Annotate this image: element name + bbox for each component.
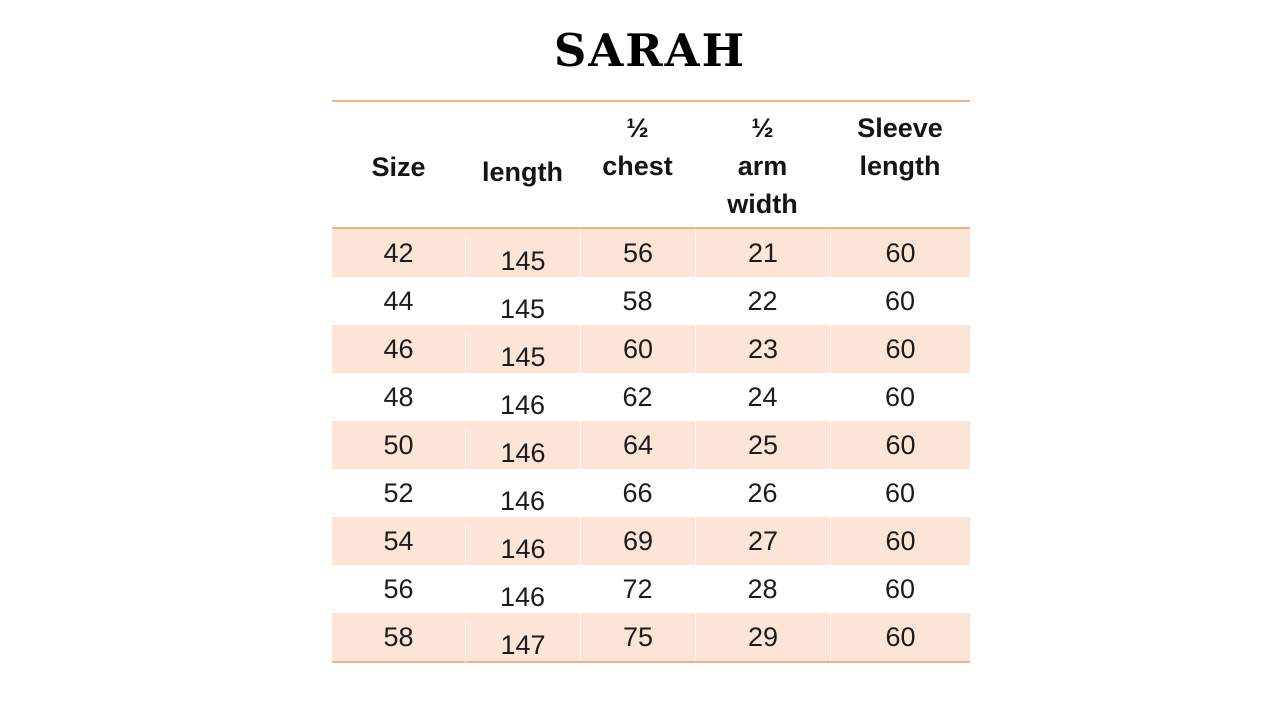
cell-length: 147 xyxy=(465,621,580,669)
table-row xyxy=(332,565,970,613)
cell-sleeve-length: 60 xyxy=(830,613,970,661)
cell-half-chest: 58 xyxy=(622,285,653,316)
cell-half-arm-width: 29 xyxy=(695,613,830,661)
cell-sleeve-length: 60 xyxy=(884,285,916,316)
cell-size: 42 xyxy=(383,237,414,268)
table-row xyxy=(332,469,970,517)
table-row xyxy=(332,325,970,373)
column-header-sleeve-length xyxy=(830,102,970,227)
header-label: Sleeve xyxy=(857,113,943,143)
cell-half-arm-width: 21 xyxy=(695,229,830,277)
cell-sleeve-length: 60 xyxy=(830,517,970,565)
table-body xyxy=(332,229,970,663)
table-row xyxy=(332,277,970,325)
cell-half-chest: 75 xyxy=(580,613,695,661)
size-chart-table xyxy=(332,100,970,663)
header-label: length xyxy=(482,157,563,187)
cell-length: 146 xyxy=(499,581,546,612)
cell-size: 54 xyxy=(383,525,414,556)
header-label: chest xyxy=(602,151,673,181)
header-label: ½ xyxy=(626,113,649,143)
cell-size: 58 xyxy=(383,621,414,652)
cell-half-chest: 72 xyxy=(622,573,653,604)
cell-half-arm-width: 22 xyxy=(747,285,778,316)
cell-half-chest: 56 xyxy=(580,229,695,277)
page-title: SARAH xyxy=(553,24,747,77)
cell-half-chest: 60 xyxy=(580,325,695,373)
cell-half-chest: 66 xyxy=(622,477,653,508)
cell-half-arm-width: 27 xyxy=(695,517,830,565)
header-label: arm xyxy=(737,151,788,181)
cell-half-arm-width: 26 xyxy=(747,477,778,508)
cell-length: 145 xyxy=(465,333,580,381)
cell-length: 146 xyxy=(499,389,546,420)
cell-length: 146 xyxy=(465,429,580,477)
cell-half-arm-width: 23 xyxy=(695,325,830,373)
header-label: Size xyxy=(371,152,426,182)
cell-sleeve-length: 60 xyxy=(884,573,916,604)
table-row xyxy=(332,421,970,469)
cell-sleeve-length: 60 xyxy=(830,421,970,469)
cell-length: 145 xyxy=(499,293,546,324)
column-header-length xyxy=(465,102,580,227)
cell-size: 50 xyxy=(383,429,414,460)
column-header-half-chest xyxy=(580,102,695,227)
cell-size: 44 xyxy=(383,285,414,316)
header-label: width xyxy=(727,189,798,219)
table-row xyxy=(332,229,970,277)
table-row xyxy=(332,517,970,565)
header-label: ½ xyxy=(751,113,774,143)
cell-half-arm-width: 25 xyxy=(695,421,830,469)
column-header-size xyxy=(332,102,465,227)
cell-half-arm-width: 28 xyxy=(747,573,778,604)
cell-length: 146 xyxy=(465,525,580,573)
cell-size: 52 xyxy=(383,477,414,508)
cell-sleeve-length: 60 xyxy=(830,229,970,277)
cell-length: 145 xyxy=(465,237,580,285)
cell-half-chest: 69 xyxy=(580,517,695,565)
header-label: length xyxy=(859,151,941,181)
table-row xyxy=(332,613,970,661)
cell-size: 56 xyxy=(383,573,414,604)
table-row xyxy=(332,373,970,421)
cell-length: 146 xyxy=(499,485,546,516)
cell-half-chest: 64 xyxy=(580,421,695,469)
cell-sleeve-length: 60 xyxy=(884,477,916,508)
cell-sleeve-length: 60 xyxy=(830,325,970,373)
cell-size: 46 xyxy=(383,333,414,364)
cell-sleeve-length: 60 xyxy=(884,381,916,412)
cell-half-arm-width: 24 xyxy=(747,381,778,412)
column-header-half-arm-width xyxy=(695,102,830,227)
cell-size: 48 xyxy=(383,381,414,412)
cell-half-chest: 62 xyxy=(622,381,653,412)
table-header-row xyxy=(332,100,970,229)
